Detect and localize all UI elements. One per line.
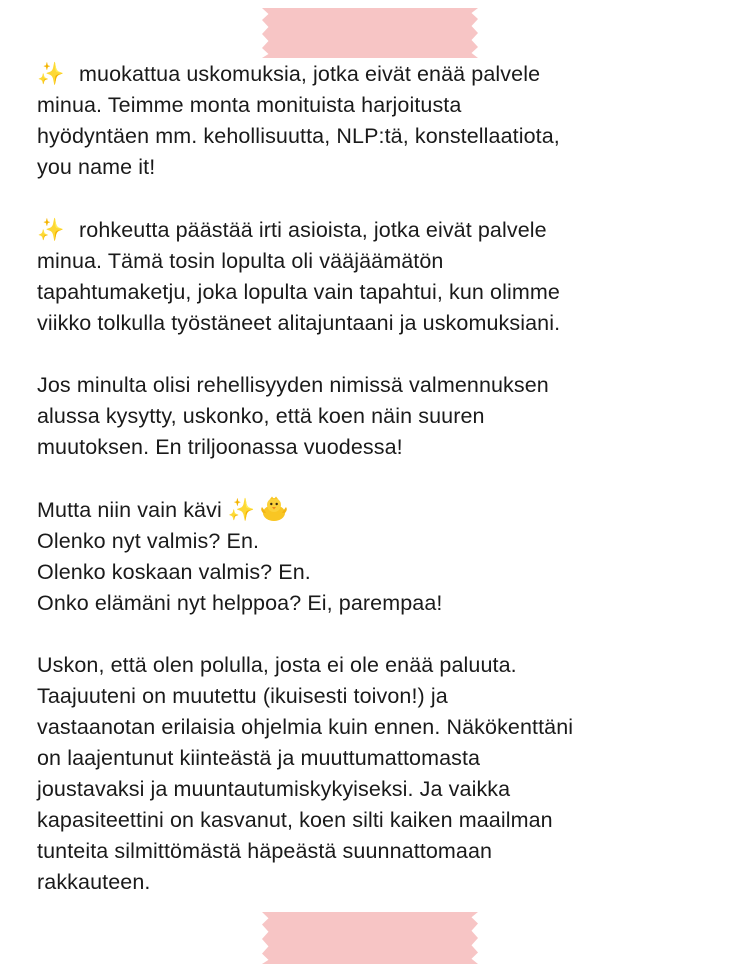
text-line: Taajuuteni on muutettu (ikuisesti toivon!) ja: [37, 684, 448, 708]
text-line: muutoksen. En triljoonassa vuodessa!: [37, 435, 403, 459]
sparkles-icon: ✨: [227, 497, 256, 522]
text-line: joustavaksi ja muuntautumiskykyiseksi. Ja vaikka: [37, 777, 511, 801]
text-line: on laajentunut kiinteästä ja muuttumattomasta: [37, 746, 481, 770]
paragraph-conclusion: [37, 650, 727, 898]
paragraph-questions: [37, 494, 727, 619]
paragraph-honesty: [37, 370, 727, 463]
text-line: you name it!: [37, 155, 156, 179]
text-line: alussa kysytty, uskonko, että koen näin suuren: [37, 404, 485, 428]
text-line: Onko elämäni nyt helppoa? Ei, parempaa!: [37, 591, 443, 615]
paragraph-beliefs: [37, 58, 727, 183]
text-line: Mutta niin vain kävi ✨: [37, 494, 727, 526]
text-line: viikko tolkulla työstäneet alitajuntaani ja uskomuksiani.: [37, 311, 561, 335]
text-line: minua. Teimme monta monituista harjoitusta: [37, 93, 462, 117]
text-line: tapahtumaketju, joka lopulta vain tapahtui, kun olimme: [37, 280, 560, 304]
text-line: Olenko nyt valmis? En.: [37, 529, 260, 553]
text-line: ✨ rohkeutta päästää irti asioista, jotka eivät palvele: [37, 214, 727, 246]
text-line: vastaanotan erilaisia ohjelmia kuin ennen. Näkökenttäni: [37, 715, 574, 739]
sparkles-icon: ✨: [37, 61, 65, 86]
baby-chick-icon: [259, 496, 289, 522]
sparkles-icon: ✨: [37, 217, 65, 242]
text-line: rakkauteen.: [37, 870, 151, 894]
text-line: hyödyntäen mm. kehollisuutta, NLP:tä, konstellaatiota,: [37, 124, 560, 148]
text-line: Olenko koskaan valmis? En.: [37, 560, 311, 584]
text-line: Uskon, että olen polulla, josta ei ole enää paluuta.: [37, 653, 517, 677]
decorative-tape-bottom: [262, 912, 478, 964]
paragraph-courage: [37, 214, 727, 339]
text-post: [37, 58, 727, 929]
text-line: Jos minulta olisi rehellisyyden nimissä valmennuksen: [37, 373, 549, 397]
text-line: kapasiteettini on kasvanut, koen silti kaiken maailman: [37, 808, 553, 832]
decorative-tape-top: [262, 8, 478, 58]
text-line: minua. Tämä tosin lopulta oli vääjäämätön: [37, 249, 444, 273]
text-line: tunteita silmittömästä häpeästä suunnattomaan: [37, 839, 493, 863]
text-line: ✨ muokattua uskomuksia, jotka eivät enää palvele: [37, 58, 727, 90]
